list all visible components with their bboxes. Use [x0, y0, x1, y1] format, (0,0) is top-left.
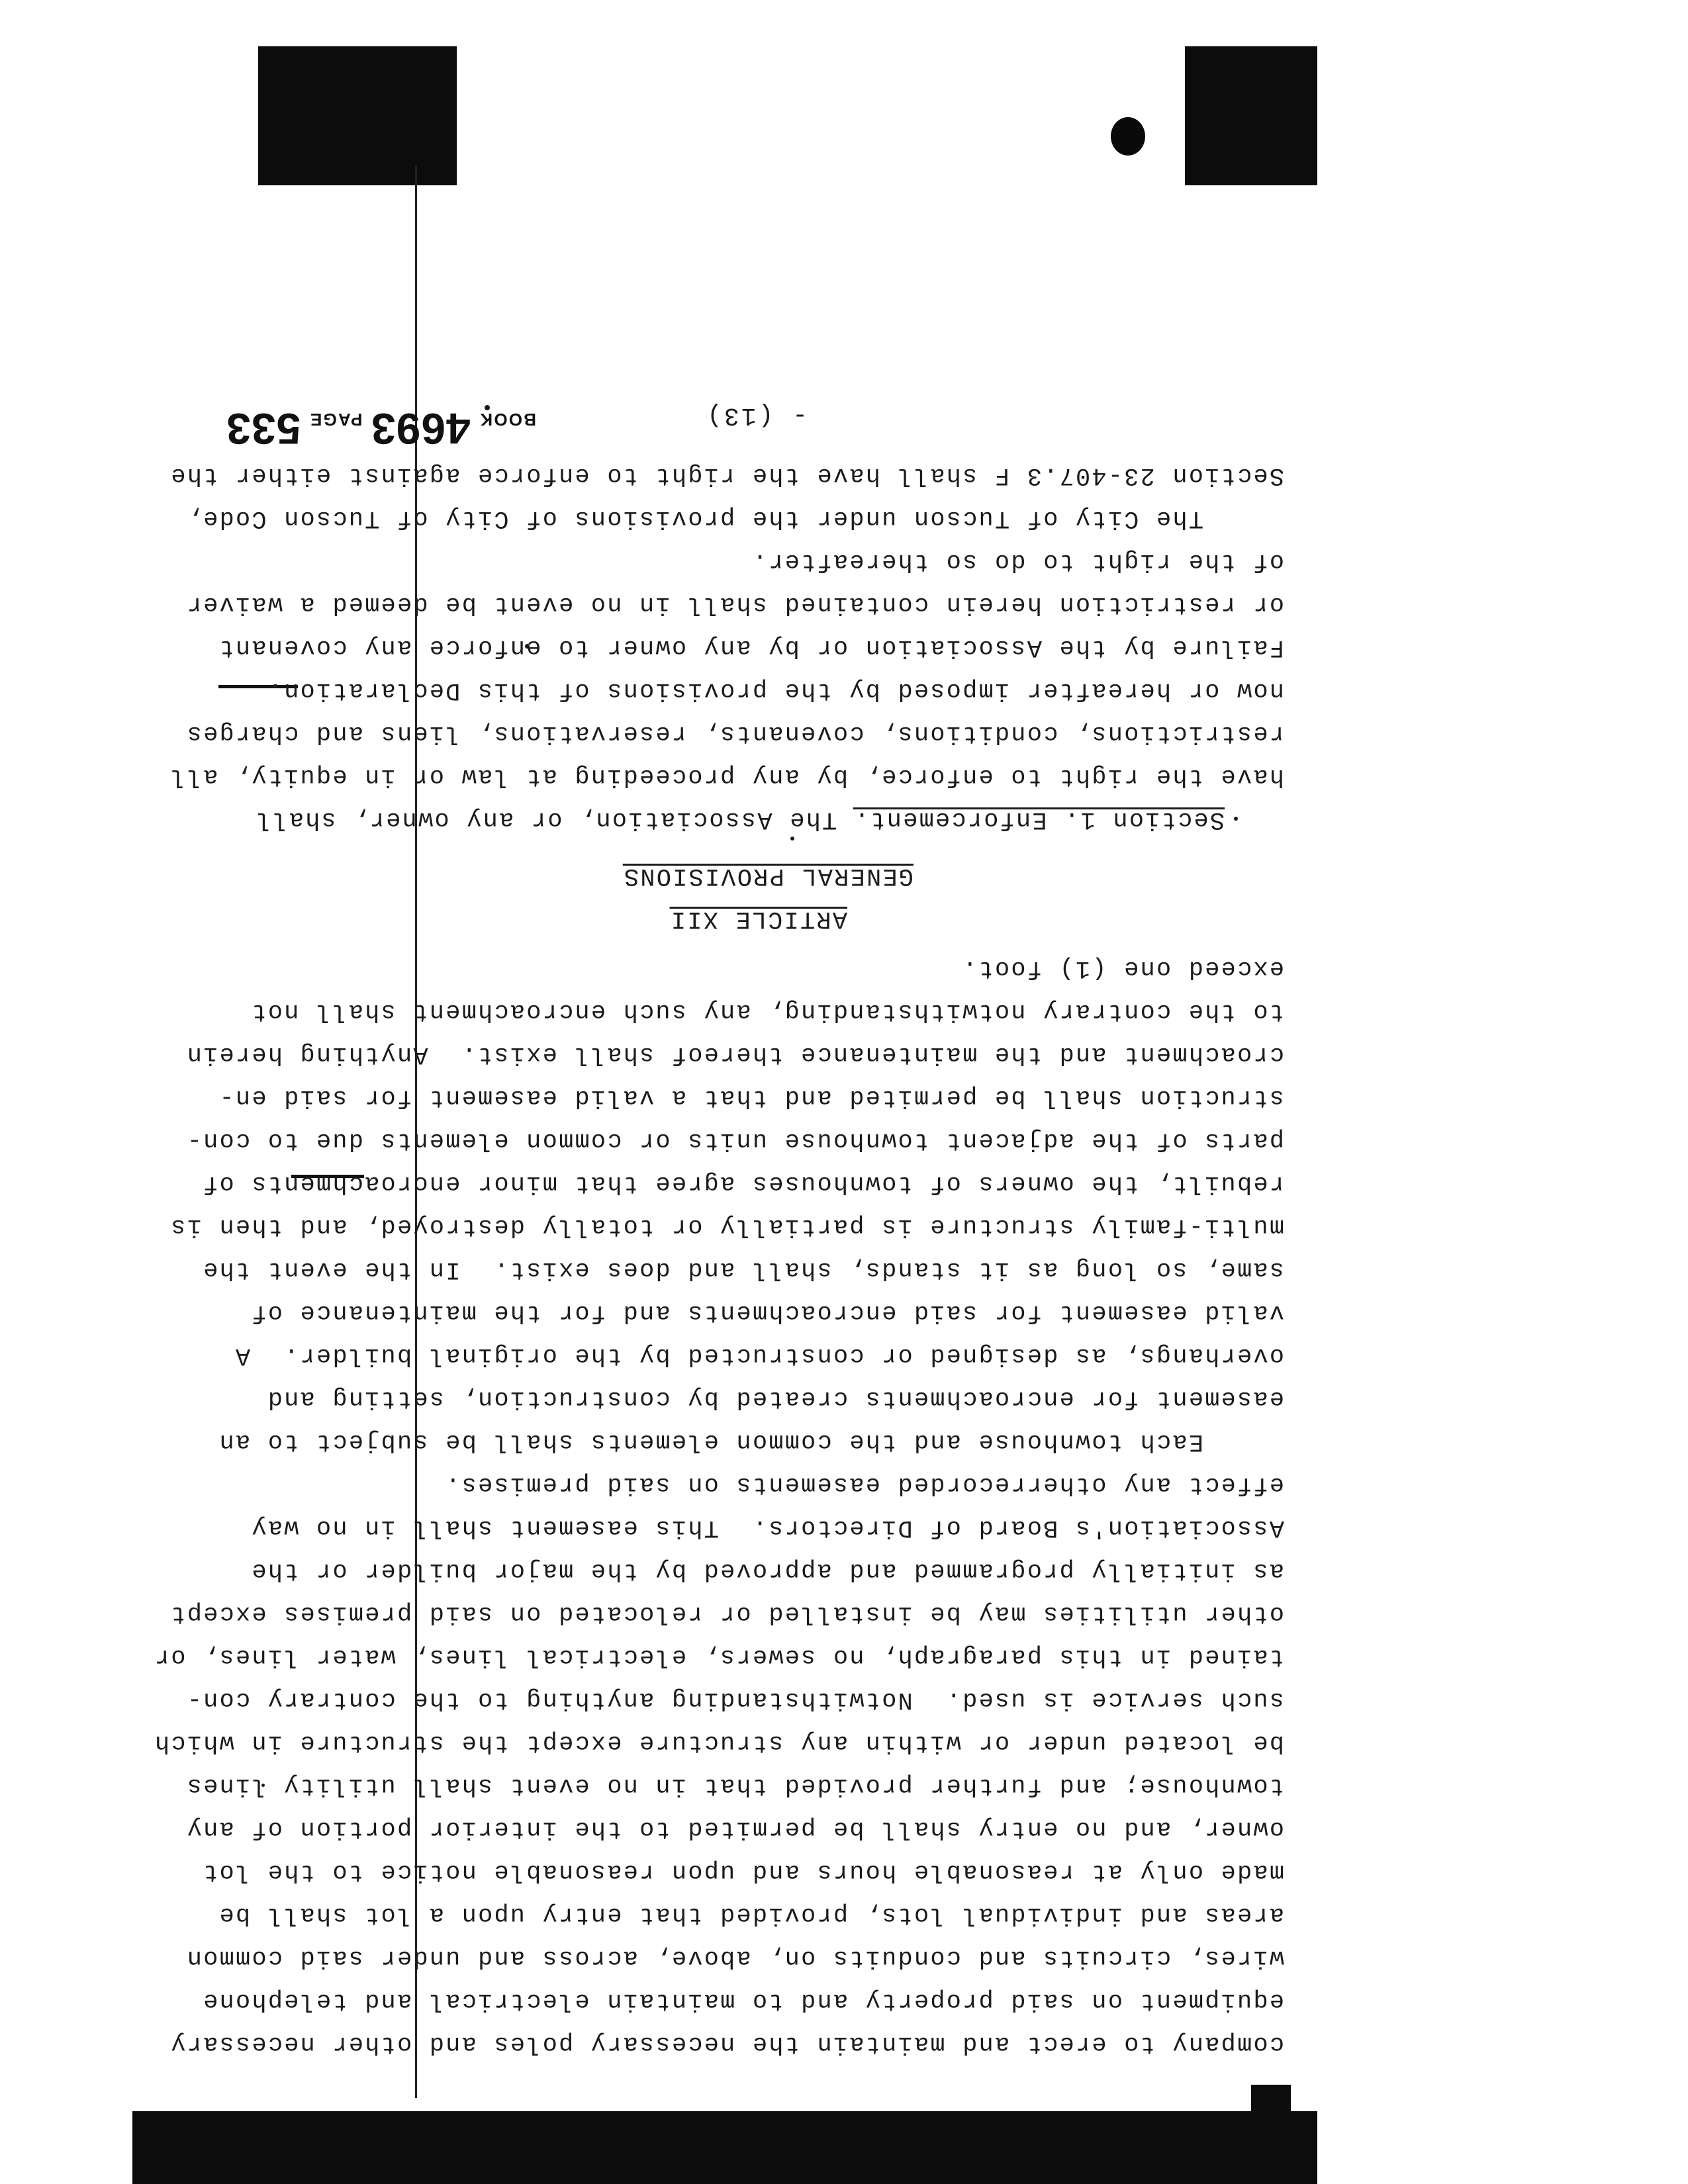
- body-line: rebuilt, the owners of townhouses agree that minor encroachments of: [201, 1169, 1284, 1197]
- body-line: now or hereafter imposed by the provisions of this Declaration.: [266, 676, 1284, 704]
- body-line: overhangs, as designed or constructed by the original builder. A: [234, 1342, 1284, 1369]
- body-line: equipment on said property and to maintain electrical and telephone: [201, 1987, 1284, 2015]
- body-line: multi-family structure is partially or totally destroyed, and then is: [169, 1212, 1284, 1240]
- scan-edge-band-top: [132, 2111, 1317, 2184]
- body-line: easement for encroachments created by construction, setting and: [266, 1385, 1284, 1412]
- body-line: same, so long as it stands, shall and does exist. In the event the: [201, 1255, 1284, 1283]
- body-line: made only at reasonable hours and upon reasonable notice to the lot: [201, 1858, 1284, 1886]
- body-line: parts of the adjacent townhouse units or common elements due to con-: [185, 1126, 1284, 1154]
- book-number: 4693: [370, 404, 471, 453]
- body-line: townhouse; and further provided that in no event shall utility lines: [185, 1772, 1284, 1799]
- body-line: or restriction herein contained shall in no event be deemed a waiver: [185, 590, 1284, 618]
- body-line: areas and individual lots, provided that entry upon a lot shall be: [218, 1901, 1284, 1929]
- punch-hole: [1111, 117, 1145, 156]
- page-ref-number: 533: [226, 404, 301, 453]
- body-line: wires, circuits and conduits on, above, across and under said common: [185, 1944, 1284, 1972]
- body-line: owner, and no entry shall be permited to the interior portion of any: [185, 1815, 1284, 1843]
- article-subtitle: GENERAL PROVISIONS: [622, 862, 914, 889]
- body-line: as initially programmed and approved by the major builder or the: [250, 1557, 1284, 1584]
- section-1-heading: Section 1. Enforcement.: [853, 805, 1225, 833]
- body-line: Failure by the Association or by any owner to enforce any covenant: [218, 633, 1284, 661]
- body-line: Association's Board of Directors. This easement shall in no way: [250, 1514, 1284, 1541]
- section-1-first-line: [256, 797, 1225, 841]
- body-line: to the contrary notwithstanding, any such encroachment shall not: [250, 997, 1284, 1025]
- body-line: valid easement for said encroachments and for the maintenance of: [250, 1298, 1284, 1326]
- body-line: have the right to enforce, by any proceeding at law or in equity, all: [169, 762, 1284, 790]
- body-line: struction shall be permited and that a valid easement for said en-: [218, 1083, 1284, 1111]
- scan-corner-patch-left: [1185, 46, 1317, 185]
- page-label: PAGE: [308, 410, 363, 430]
- body-line: Each townhouse and the common elements shall be subject to an: [218, 1428, 1284, 1455]
- body-line: be located under or within any structure except the structure in which: [153, 1729, 1284, 1756]
- body-line: Section 23-407.3 F shall have the right to enforce against either the: [169, 461, 1284, 489]
- body-line: other utilities may be installed or relocated on said premises except: [169, 1600, 1284, 1627]
- body-line: such service is used. Notwithstanding anything to the contrary con-: [185, 1686, 1284, 1713]
- book-label: BOOK: [479, 410, 536, 430]
- scan-corner-patch-right: [258, 46, 457, 185]
- page-number: - (13): [705, 401, 808, 430]
- scan-edge-band-top-inner: [1251, 2085, 1291, 2111]
- scan-speckle: [1234, 817, 1238, 821]
- article-title: ARTICLE XII: [669, 905, 847, 933]
- body-line: tained in this paragraph, no sewers, electrical lines, water lines, or: [153, 1643, 1284, 1670]
- body-line: restrictions, conditions, covenants, reservations, liens and charges: [185, 719, 1284, 747]
- body-line: croachment and the maintenance thereof shall exist. Anything herein: [185, 1040, 1284, 1068]
- body-line: of the right to do so thereafter.: [751, 547, 1284, 575]
- body-line: effect any otherrecorded easements on said premises.: [444, 1471, 1284, 1498]
- body-line: exceed one (1) foot.: [961, 954, 1284, 982]
- body-line: company to erect and maintain the necessary poles and other necessary: [169, 2030, 1284, 2058]
- book-page-stamp: [226, 398, 536, 453]
- section-1-text: The Association, or any owner, shall: [255, 805, 853, 833]
- body-line: The City of Tucson under the provisions of City of Tucson Code,: [185, 504, 1284, 532]
